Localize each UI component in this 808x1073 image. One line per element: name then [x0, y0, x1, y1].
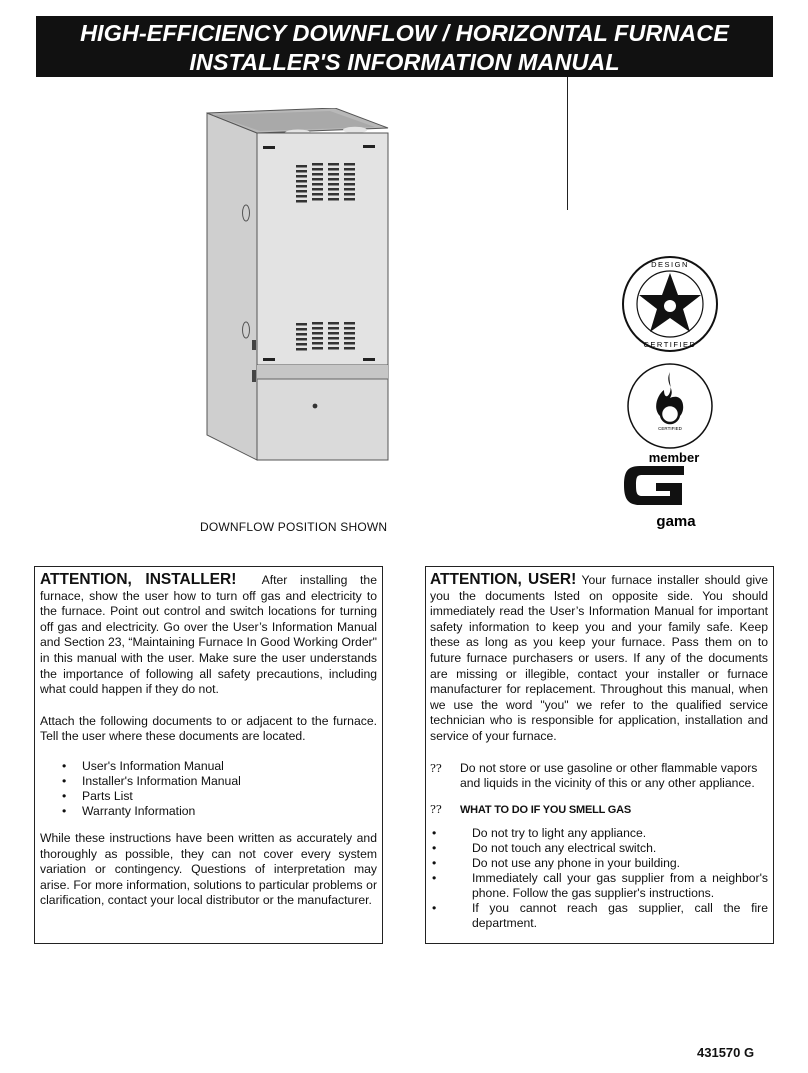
divider-line [567, 77, 568, 210]
csa-certified-label: CERTIFIED [658, 426, 682, 431]
list-item: • User's Information Manual [62, 759, 377, 774]
list-item: • Warranty Information [62, 804, 377, 819]
smell-gas-heading: WHAT TO DO IF YOU SMELL GAS [460, 803, 632, 816]
installer-attention-box [34, 566, 383, 944]
warning-mark: ?? [430, 802, 442, 816]
warning-mark: ?? [430, 761, 442, 775]
list-item: • Do not use any phone in your building. [430, 856, 768, 871]
part-number: 431570 G [697, 1045, 755, 1060]
installer-intro: After installing the furnace, show the user how to turn off gas and electricity to the furnace. Point out control and switch locations for turning off gas and electricity. Go over the User’s Information Manual and Section 23, “Maintaining Furnace In Good Working Order" in this manual with the user. Make sure the user understands the importance of following all safety precautions, including what could happen if they do not. [40, 573, 377, 697]
gama-member-label: member [648, 450, 700, 465]
figure-caption: DOWNFLOW POSITION SHOWN [200, 520, 388, 534]
user-intro-paragraph [430, 572, 768, 745]
user-heading: ATTENTION, USER! [430, 571, 577, 588]
smell-gas-heading-row [430, 802, 768, 819]
list-item: • Do not touch any electrical switch. [430, 841, 768, 856]
list-item: • Immediately call your gas supplier from a neighbor's phone. Follow the gas supplier's instructions. [430, 871, 768, 901]
design-label: DESIGN [651, 260, 689, 269]
list-item: • Installer's Information Manual [62, 774, 377, 789]
list-item: • Parts List [62, 789, 377, 804]
installer-closing: While these instructions have been written as accurately and thoroughly as possible, they can not cover every system variation or contingency. Questions of interpretation may arise. For more information, solutions to particular problems or clarification, contact your local distributor or the manufacturer. [40, 830, 377, 908]
gama-name-label: gama [656, 513, 696, 530]
furnace-illustration [205, 108, 390, 463]
title-banner [36, 16, 773, 77]
list-item: • Do not try to light any appliance. [430, 826, 768, 841]
installer-heading: ATTENTION, INSTALLER! [40, 571, 237, 588]
gama-member-logo [624, 449, 718, 531]
flammable-warning [430, 761, 768, 792]
documents-list [62, 759, 377, 819]
installer-intro-paragraph [40, 572, 377, 698]
csa-certified-logo [624, 362, 716, 450]
user-intro: Your furnace installer should give you the documents lsted on opposite side. You should immediately read the User’s Information Manual for important safety information to keep you and your family safe. Keep these as long as you keep your furnace. Pass them on to future furnace purchasers or users. If any of the documents are missing or illegible, contact your installer or furnace manufacturer for replacement. Throughout this manual, when we use the word "you" we refer to the qualified service technician who is responsible for application, installation and service of your furnace. [430, 573, 768, 743]
warning-text: Do not store or use gasoline or other flammable vapors and liquids in the vicinity of this or any other appliance. [460, 760, 758, 791]
title-line-2: INSTALLER'S INFORMATION MANUAL [189, 49, 620, 75]
list-item: • If you cannot reach gas supplier, call the fire department. [430, 901, 768, 931]
installer-attach: Attach the following documents to or adjacent to the furnace. Tell the user where these documents are located. [40, 713, 377, 744]
user-attention-box [425, 566, 774, 944]
design-certified-logo [621, 254, 719, 354]
title-line-1: HIGH-EFFICIENCY DOWNFLOW / HORIZONTAL FURNACE [80, 20, 729, 46]
certified-label: CERTIFIED [643, 340, 697, 349]
smell-gas-steps [430, 826, 768, 931]
